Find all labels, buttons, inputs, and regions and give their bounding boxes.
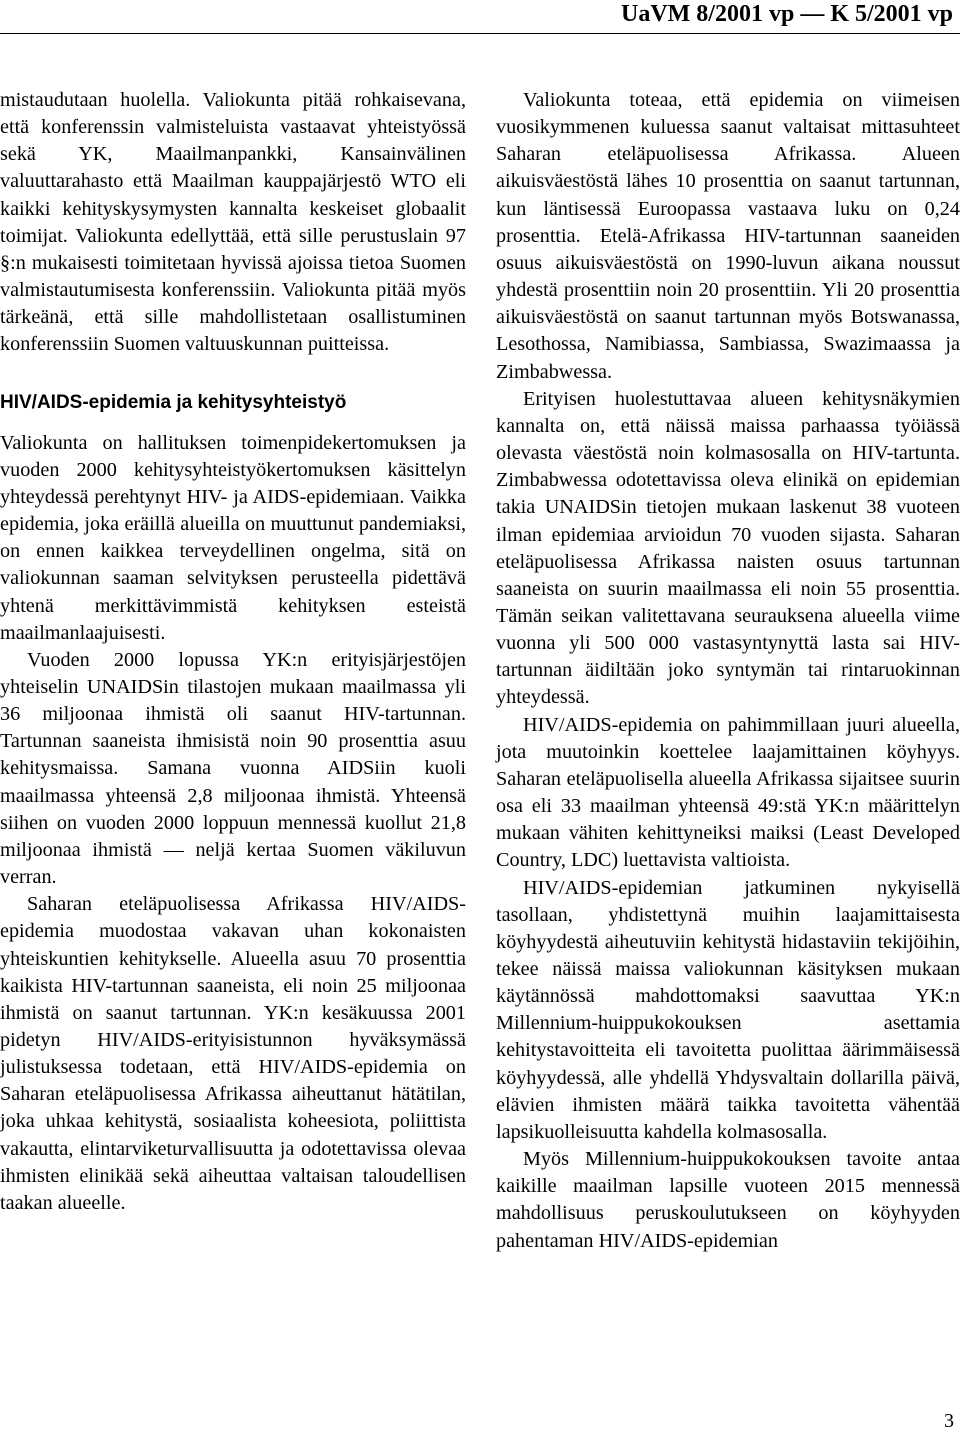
- paragraph: Saharan eteläpuolisessa Afrikassa HIV/AIDS-epidemia muodostaa vakavan uhan kokonaisten yhteiskuntien kehitykselle. Alueella asuu 70 prosenttia kaikista HIV-tartunnan saaneista, eli noin 25 miljoonaa ihmistä on saanut tartunnan. YK:n kesäkuussa 2001 pidetyn HIV/AIDS-erityisistunnon hyväksymässä julistuksessa todetaan, että HIV/AIDS-epidemia on Saharan eteläpuolisessa Afrikassa aiheuttanut hätätilan, joka uhkaa kehitystä, sosiaalista koheesiota, poliittista vakautta, elintarviketurvallisuutta ja odotettavissa olevaa ihmisten elinikää sekä aiheuttaa valtaisan taloudellisen taakan alueelle.: [0, 893, 466, 1214]
- header-rule: [0, 33, 960, 34]
- paragraph: HIV/AIDS-epidemian jatkuminen nykyisellä tasollaan, yhdistettynä muihin laajamittaisesta köyhyydestä aiheutuviin kehitystä hidastaviin tekijöihin, tekee näissä maissa valiokunnan käsityksen mukaan käytännössä mahdottomaksi saavuttaa YK:n Millennium-huippukokouksen asettamia kehitystavoitteita eli tavoitetta puolittaa äärimmäisessä köyhyydessä, alle yhdellä Yhdysvaltain dollarilla päivä, elävien ihmisten määrä taikka tavoitetta vähentää lapsikuolleisuutta kahdella kolmasosalla.: [496, 876, 960, 1143]
- paragraph: mistaudutaan huolella. Valiokunta pitää rohkaisevana, että konferenssin valmisteluista vastaavat yhteistyössä sekä YK, Maailmanpankki, Kansainvälinen valuuttarahasto että Maailman kauppajärjestö WTO eli kaikki kehityskysymysten kannalta keskeiset globaalit toimijat. Valiokunta edellyttää, että sille perustuslain 97 §:n mukaisesti toimitetaan hyvissä ajoissa tietoa Suomen valmistautumisesta konferenssiin. Valiokunta pitää myös tärkeänä, että sille mahdollistetaan osallistuminen konferenssiin Suomen valtuuskunnan puitteissa.: [0, 89, 466, 356]
- right-column: [496, 87, 960, 1255]
- paragraph: Myös Millennium-huippukokouksen tavoite antaa kaikille maailman lapsille vuoteen 2015 mennessä mahdollisuus peruskoulutukseen on köyhyyden pahentaman HIV/AIDS-epidemian: [496, 1148, 960, 1252]
- paragraph: Vuoden 2000 lopussa YK:n erityisjärjestöjen yhteiselin UNAIDSin tilastojen mukaan maailmassa yli 36 miljoonaa ihmistä oli saanut HIV-tartunnan. Tartunnan saaneista ihmisistä noin 90 prosenttia asuu kehitysmaissa. Samana vuonna AIDSiin kuoli maailmassa yhteensä 2,8 miljoonaa ihmistä. Yhteensä siihen on vuoden 2000 loppuun mennessä kuollut 21,8 miljoonaa ihmistä — neljä kertaa Suomen väkiluvun verran.: [0, 648, 466, 889]
- page-number: 3: [944, 1410, 954, 1432]
- paragraph: Erityisen huolestuttavaa alueen kehitysnäkymien kannalta on, että näissä maissa parhaassa työiässä olevasta väestöstä noin kolmasosalla on HIV-tartunta. Zimbabwessa odotettavissa oleva elinikä on epidemian takia UNAIDSin tietojen mukaan laskenut 38 vuoteen ilman epidemiaa arvioidun 70 vuoden sijasta. Saharan eteläpuolisessa Afrikassa naisten osuus tartunnan saaneista on suurin maailmassa eli noin 55 prosenttia. Tämän seikan valitettavana seurauksena alueella viime vuonna yli 500 000 vastasyntynyttä lasta sai HIV-tartunnan äidiltään joko syntymän tai rintaruokinnan yhteydessä.: [496, 387, 960, 709]
- paragraph: Valiokunta on hallituksen toimenpidekertomuksen ja vuoden 2000 kehitysyhteistyökertomuksen käsittelyn yhteydessä perehtynyt HIV- ja AIDS-epidemiaan. Vaikka epidemia, joka eräillä alueilla on muuttunut pandemiaksi, on ennen kaikkea terveydellinen ongelma, sitä on valiokunnan saaman selvityksen perusteella pidettävä yhtenä merkittävimmistä kehityksen esteistä maailmanlaajuisesti.: [0, 431, 466, 644]
- paragraph: HIV/AIDS-epidemia on pahimmillaan juuri alueella, jota muutoinkin koettelee laajamittainen köyhyys. Saharan eteläpuolisella alueella Afrikassa sijaitsee suurin osa eli 33 maailman yhteensä 49:stä YK:n määrittelyn mukaan vähiten kehittyneiksi maiksi (Least Developed Country, LDC) luettavista valtioista.: [496, 713, 960, 872]
- paragraph: Valiokunta toteaa, että epidemia on viimeisen vuosikymmenen kuluessa saanut valtaisat mittasuhteet Saharan eteläpuolisessa Afrikassa. Alueen aikuisväestöstä lähes 10 prosenttia on saanut tartunnan, kun läntisessä Euroopassa vastaava luku on 0,24 prosenttia. Etelä-Afrikassa HIV-tartunnan saaneiden osuus aikuisväestöstä on 1990-luvun aikana noussut yhdestä prosenttiin noin 20 prosenttiin. Yli 20 prosenttia aikuisväestöstä on saanut tartunnan myös Botswanassa, Lesothossa, Namibiassa, Sambiassa, Swazimaassa ja Zimbabwessa.: [496, 89, 960, 383]
- left-column: [0, 87, 466, 1217]
- section-heading: HIV/AIDS-epidemia ja kehitysyhteistyö: [0, 391, 347, 413]
- running-header: UaVM 8/2001 vp — K 5/2001 vp: [620, 1, 953, 27]
